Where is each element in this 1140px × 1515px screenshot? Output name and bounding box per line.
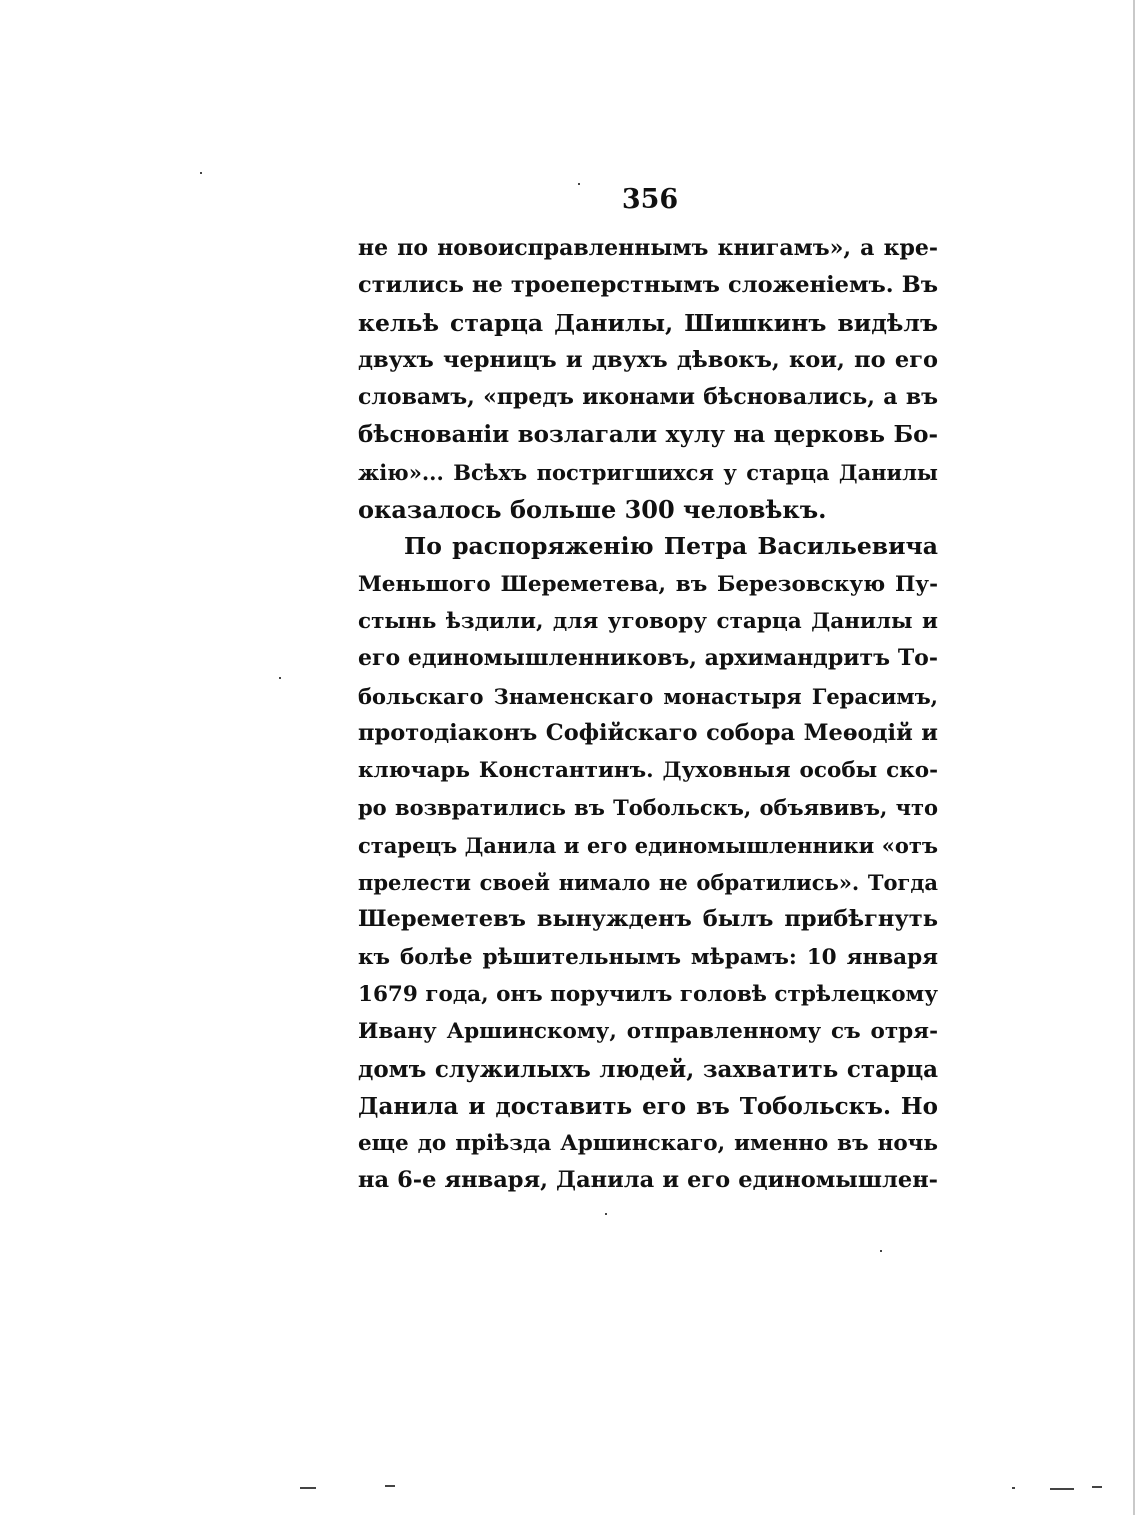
scan-speck [605,1213,607,1215]
text-line: больскаго Знаменскаго монастыря Герасимъ, [358,683,938,709]
text-line: стынь ѣздили, для уговору старца Данилы и [358,608,938,634]
text-line: не по новоисправленнымъ книгамъ», а кре- [358,235,938,261]
scan-speck [1012,1487,1015,1489]
text-line: Шереметевъ вынужденъ былъ прибѣгнуть [358,906,938,933]
text-line: Данила и доставить его въ Тобольскъ. Но [358,1092,938,1120]
scan-speck [880,1250,882,1252]
text-line: 1679 года, онъ поручилъ головѣ стрѣлецкому [358,981,938,1007]
scan-speck [279,677,281,679]
page-edge-line [1133,0,1135,1515]
page-number: 356 [621,184,679,215]
text-line: Ивану Аршинскому, отправленному съ отря- [358,1019,938,1045]
scan-speck [200,172,202,174]
text-line: къ болѣе рѣшительнымъ мѣрамъ: 10 января [358,944,938,970]
text-line: домъ служилыхъ людей, захватить старца [358,1055,938,1083]
text-line: бѣснованіи возлагали хулу на церковь Бо- [358,421,938,449]
body-text [358,230,938,1200]
text-line: словамъ, «предъ иконами бѣсновались, а въ [358,384,938,411]
text-line: ключарь Константинъ. Духовныя особы ско- [358,758,938,784]
text-line: жію»... Всѣхъ постригшихся у старца Данилы [358,459,938,485]
text-line: двухъ черницъ и двухъ дѣвокъ, кои, по его [358,346,938,373]
scan-speck [578,183,580,185]
text-line: оказалось больше 300 человѣкъ. [358,495,827,525]
text-line: Меньшого Шереметева, въ Березовскую Пу- [358,571,938,597]
text-line: прелести своей нимало не обратились». Тогда [358,870,938,896]
text-line: его единомышленниковъ, архимандритъ То- [358,645,938,672]
text-line: ро возвратились въ Тобольскъ, объявивъ, что [358,795,938,821]
text-line: на 6-е января, Данила и его единомышлен- [358,1167,938,1194]
text-line: еще до пріѣзда Аршинскаго, именно въ ночь [358,1131,938,1157]
scan-speck [300,1487,316,1489]
text-line: протодіаконъ Софійскаго собора Меѳодій и [358,719,938,746]
scan-speck [1092,1486,1102,1488]
text-line: старецъ Данила и его единомышленники «отъ [358,832,938,858]
text-line: стились не троеперстнымъ сложеніемъ. Въ [358,272,938,299]
text-line: По распоряженію Петра Васильевича [404,532,938,561]
text-line: кельѣ старца Данилы, Шишкинъ видѣлъ [358,308,938,337]
scan-speck [385,1485,395,1487]
scan-speck [1050,1488,1074,1490]
